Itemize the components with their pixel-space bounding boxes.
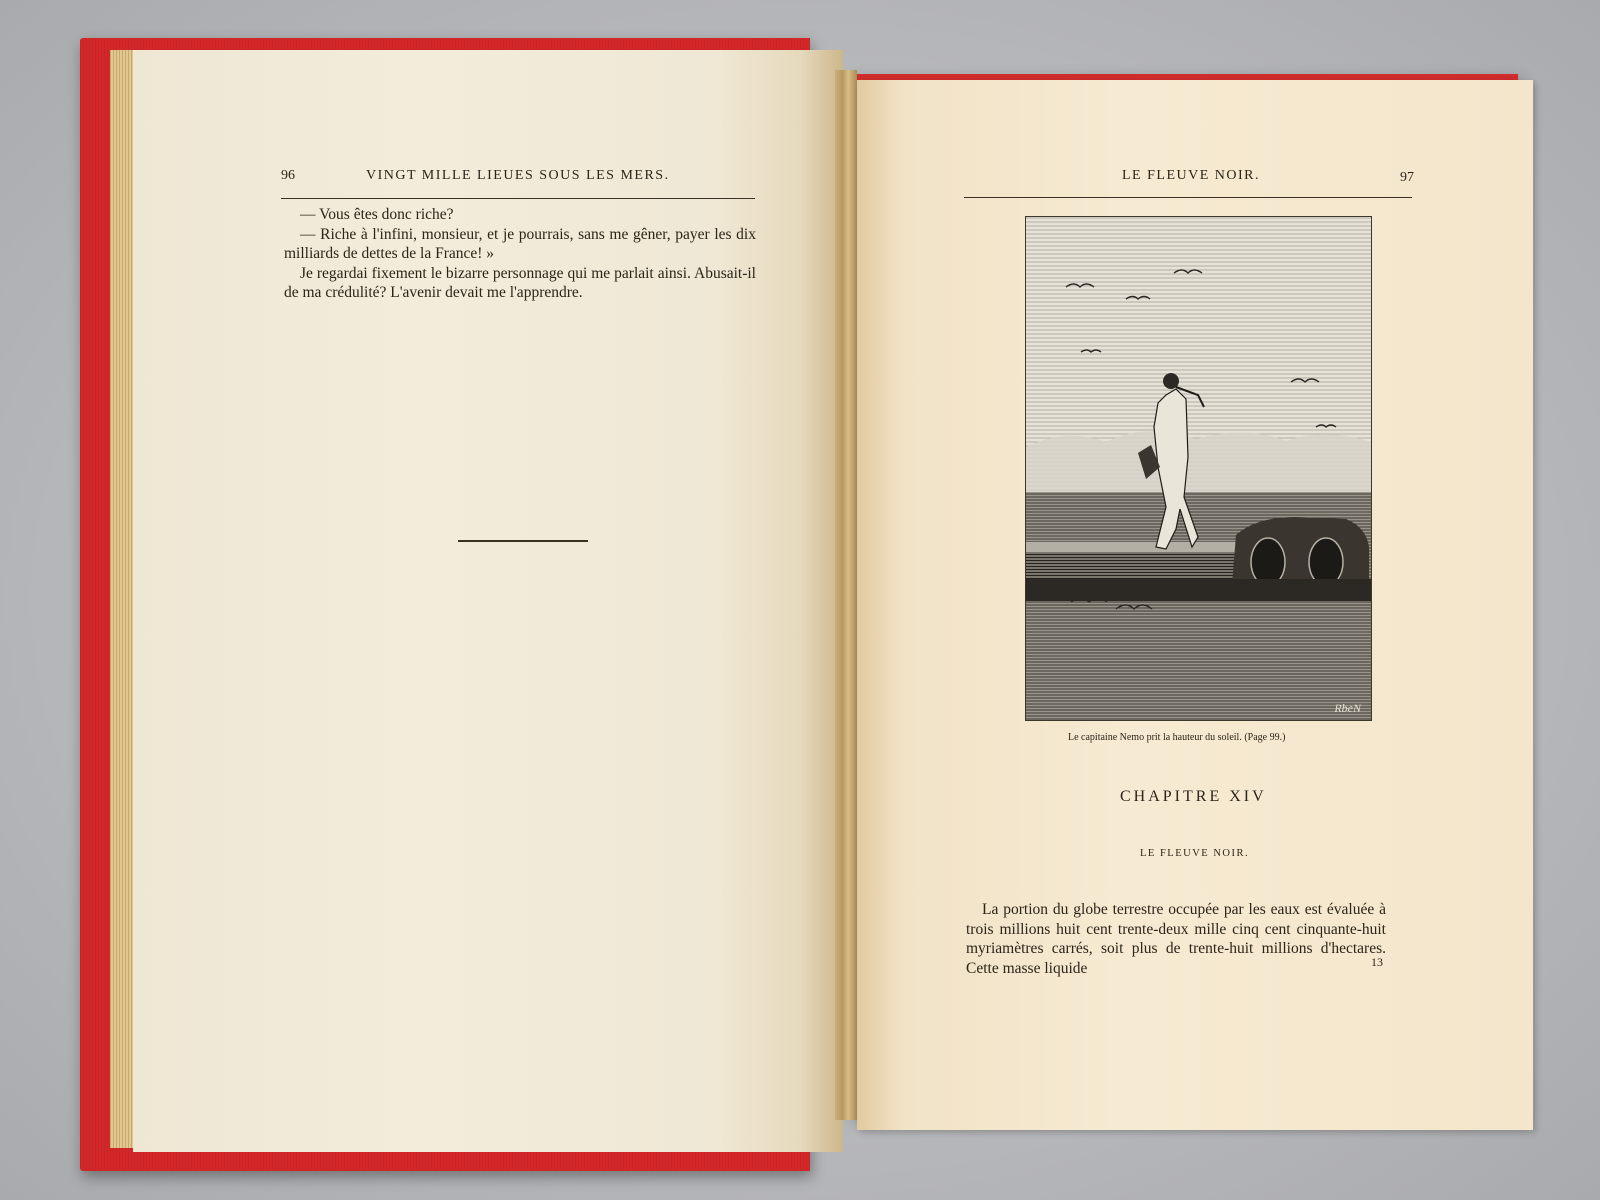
- right-header-rule: [964, 197, 1412, 198]
- chapter-title: LE FLEUVE NOIR.: [1140, 848, 1250, 859]
- illustration-caption: Le capitaine Nemo prit la hauteur du soleil. (Page 99.): [1068, 732, 1286, 743]
- left-paragraph-3: Je regardai fixement le bizarre personnage qui me parlait ainsi. Abusait-il de ma crédulité? L'avenir devait me l'apprendre.: [284, 264, 756, 301]
- left-header-rule: [281, 198, 755, 199]
- left-body-text: [284, 205, 756, 303]
- illustration: [1025, 216, 1372, 721]
- right-page-number: 97: [1400, 170, 1414, 185]
- engraver-mark: RbeN: [1334, 701, 1361, 715]
- left-page-number: 96: [281, 168, 295, 183]
- left-running-head: VINGT MILLE LIEUES SOUS LES MERS.: [366, 168, 670, 183]
- right-paragraph-1: La portion du globe terrestre occupée par les eaux est évaluée à trois millions huit cent trente-deux mille cinq cent cinquante-huit myriamètres carrés, soit plus de trente-huit millions d'hectares. Cette masse liquide: [966, 901, 1386, 977]
- left-paragraph-2: — Riche à l'infini, monsieur, et je pourrais, sans me gêner, payer les dix milliards de dettes de la France! »: [284, 225, 756, 262]
- chapter-heading: CHAPITRE XIV: [1120, 788, 1267, 805]
- right-running-head: LE FLEUVE NOIR.: [1122, 168, 1260, 183]
- left-paragraph-1: — Vous êtes donc riche?: [300, 206, 454, 223]
- engraving-illustration: [1026, 217, 1371, 720]
- book-gutter: [835, 70, 857, 1120]
- right-body-text: [966, 900, 1386, 978]
- end-of-chapter-rule: [458, 540, 588, 542]
- signature-mark: 13: [1371, 955, 1383, 969]
